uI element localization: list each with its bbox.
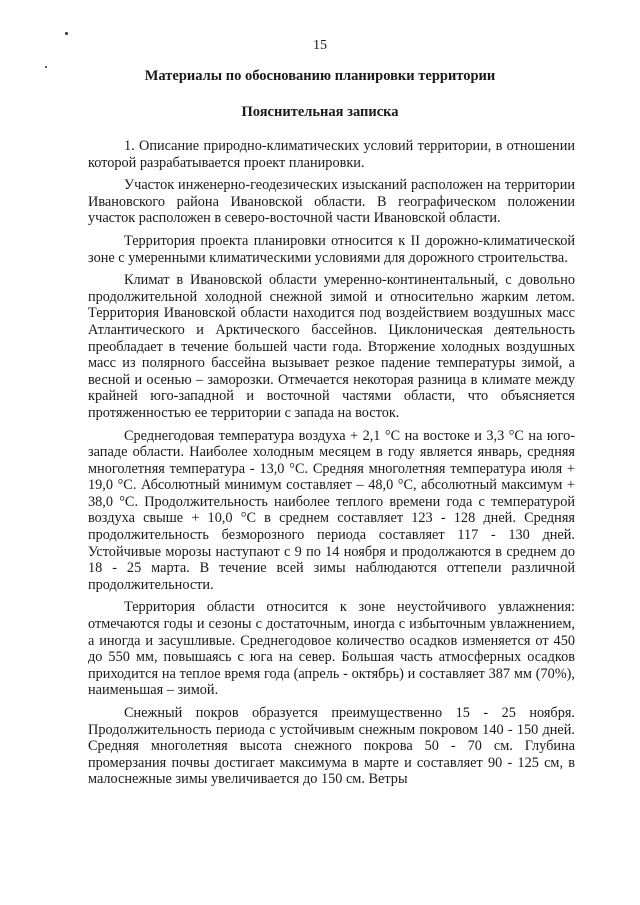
document-subtitle: Пояснительная записка xyxy=(241,104,399,120)
temperature-paragraph: Среднегодовая температура воздуха + 2,1 °С на востоке и 3,3 °С на юго-западе области. Наиболее холодным месяцем в году является январь, средняя многолетняя температура - 13,0 °С. Средняя многолетняя температура июля + 19,0 °С. Абсолютный минимум составляет – 48,0 °С, абсолютный максимум + 38,0 °С. Продолжительность наиболее теплого времени года с температурой воздуха свыше + 10,0 °С в среднем составляет 123 - 128 дней. Средняя продолжительность безморозного периода составляет 117 - 130 дней. Устойчивые морозы наступают с 9 по 14 ноября и продолжаются в среднем до 18 - 25 марта. В течение всей зимы наблюдаются оттепели различной продолжительности. xyxy=(88,427,575,593)
section-heading-paragraph: 1. Описание природно-климатических условий территории, в отношении которой разрабатывается проект планировки. xyxy=(88,138,575,171)
climate-description-paragraph: Климат в Ивановской области умеренно-континентальный, с довольно продолжительной холодной снежной зимой и относительно жарким летом. Территория Ивановской области находится под воздействием воздушных масс Атлантического и Арктического бассейнов. Циклоническая деятельность преобладает в течение большей части года. Вторжение холодных воздушных масс из полярного бассейна вызывает резкое падение температуры зимой, а весной и осенью – заморозки. Отмечается некоторая разница в климате между крайней юго-западной и восточной частями области, что объясняется протяженностью ее территории с запада на восток. xyxy=(88,272,575,421)
site-location-paragraph: Участок инженерно-геодезических изысканий расположен на территории Ивановского района Ивановской области. В географическом положении участок расположен в северо-восточной части Ивановской области. xyxy=(88,177,575,227)
scan-mark-top xyxy=(65,32,68,35)
page-number: 15 xyxy=(313,38,327,53)
document-title: Материалы по обоснованию планировки территории xyxy=(144,68,496,84)
snow-cover-paragraph: Снежный покров образуется преимущественно 15 - 25 ноября. Продолжительность периода с устойчивым снежным покровом 140 - 150 дней. Средняя многолетняя высота снежного покрова 50 - 70 см. Глубина промерзания почвы достигает максимума в марте и составляет 90 - 125 см, в малоснежные зимы увеличивается до 150 см. Ветры xyxy=(88,705,575,788)
road-climate-zone-paragraph: Территория проекта планировки относится к II дорожно-климатической зоне с умеренными климатическими условиями для дорожного строительства. xyxy=(88,232,575,266)
body-text xyxy=(88,138,575,794)
precipitation-paragraph: Территория области относится к зоне неустойчивого увлажнения: отмечаются годы и сезоны с достаточным, иногда с избыточным увлажнением, а иногда и засушливые. Среднегодовое количество осадков изменяется от 450 до 550 мм, повышаясь с юга на север. Большая часть атмосферных осадков приходится на теплое время года (апрель - октябрь) и составляет 387 мм (70%), наименьшая – зимой. xyxy=(88,599,575,699)
